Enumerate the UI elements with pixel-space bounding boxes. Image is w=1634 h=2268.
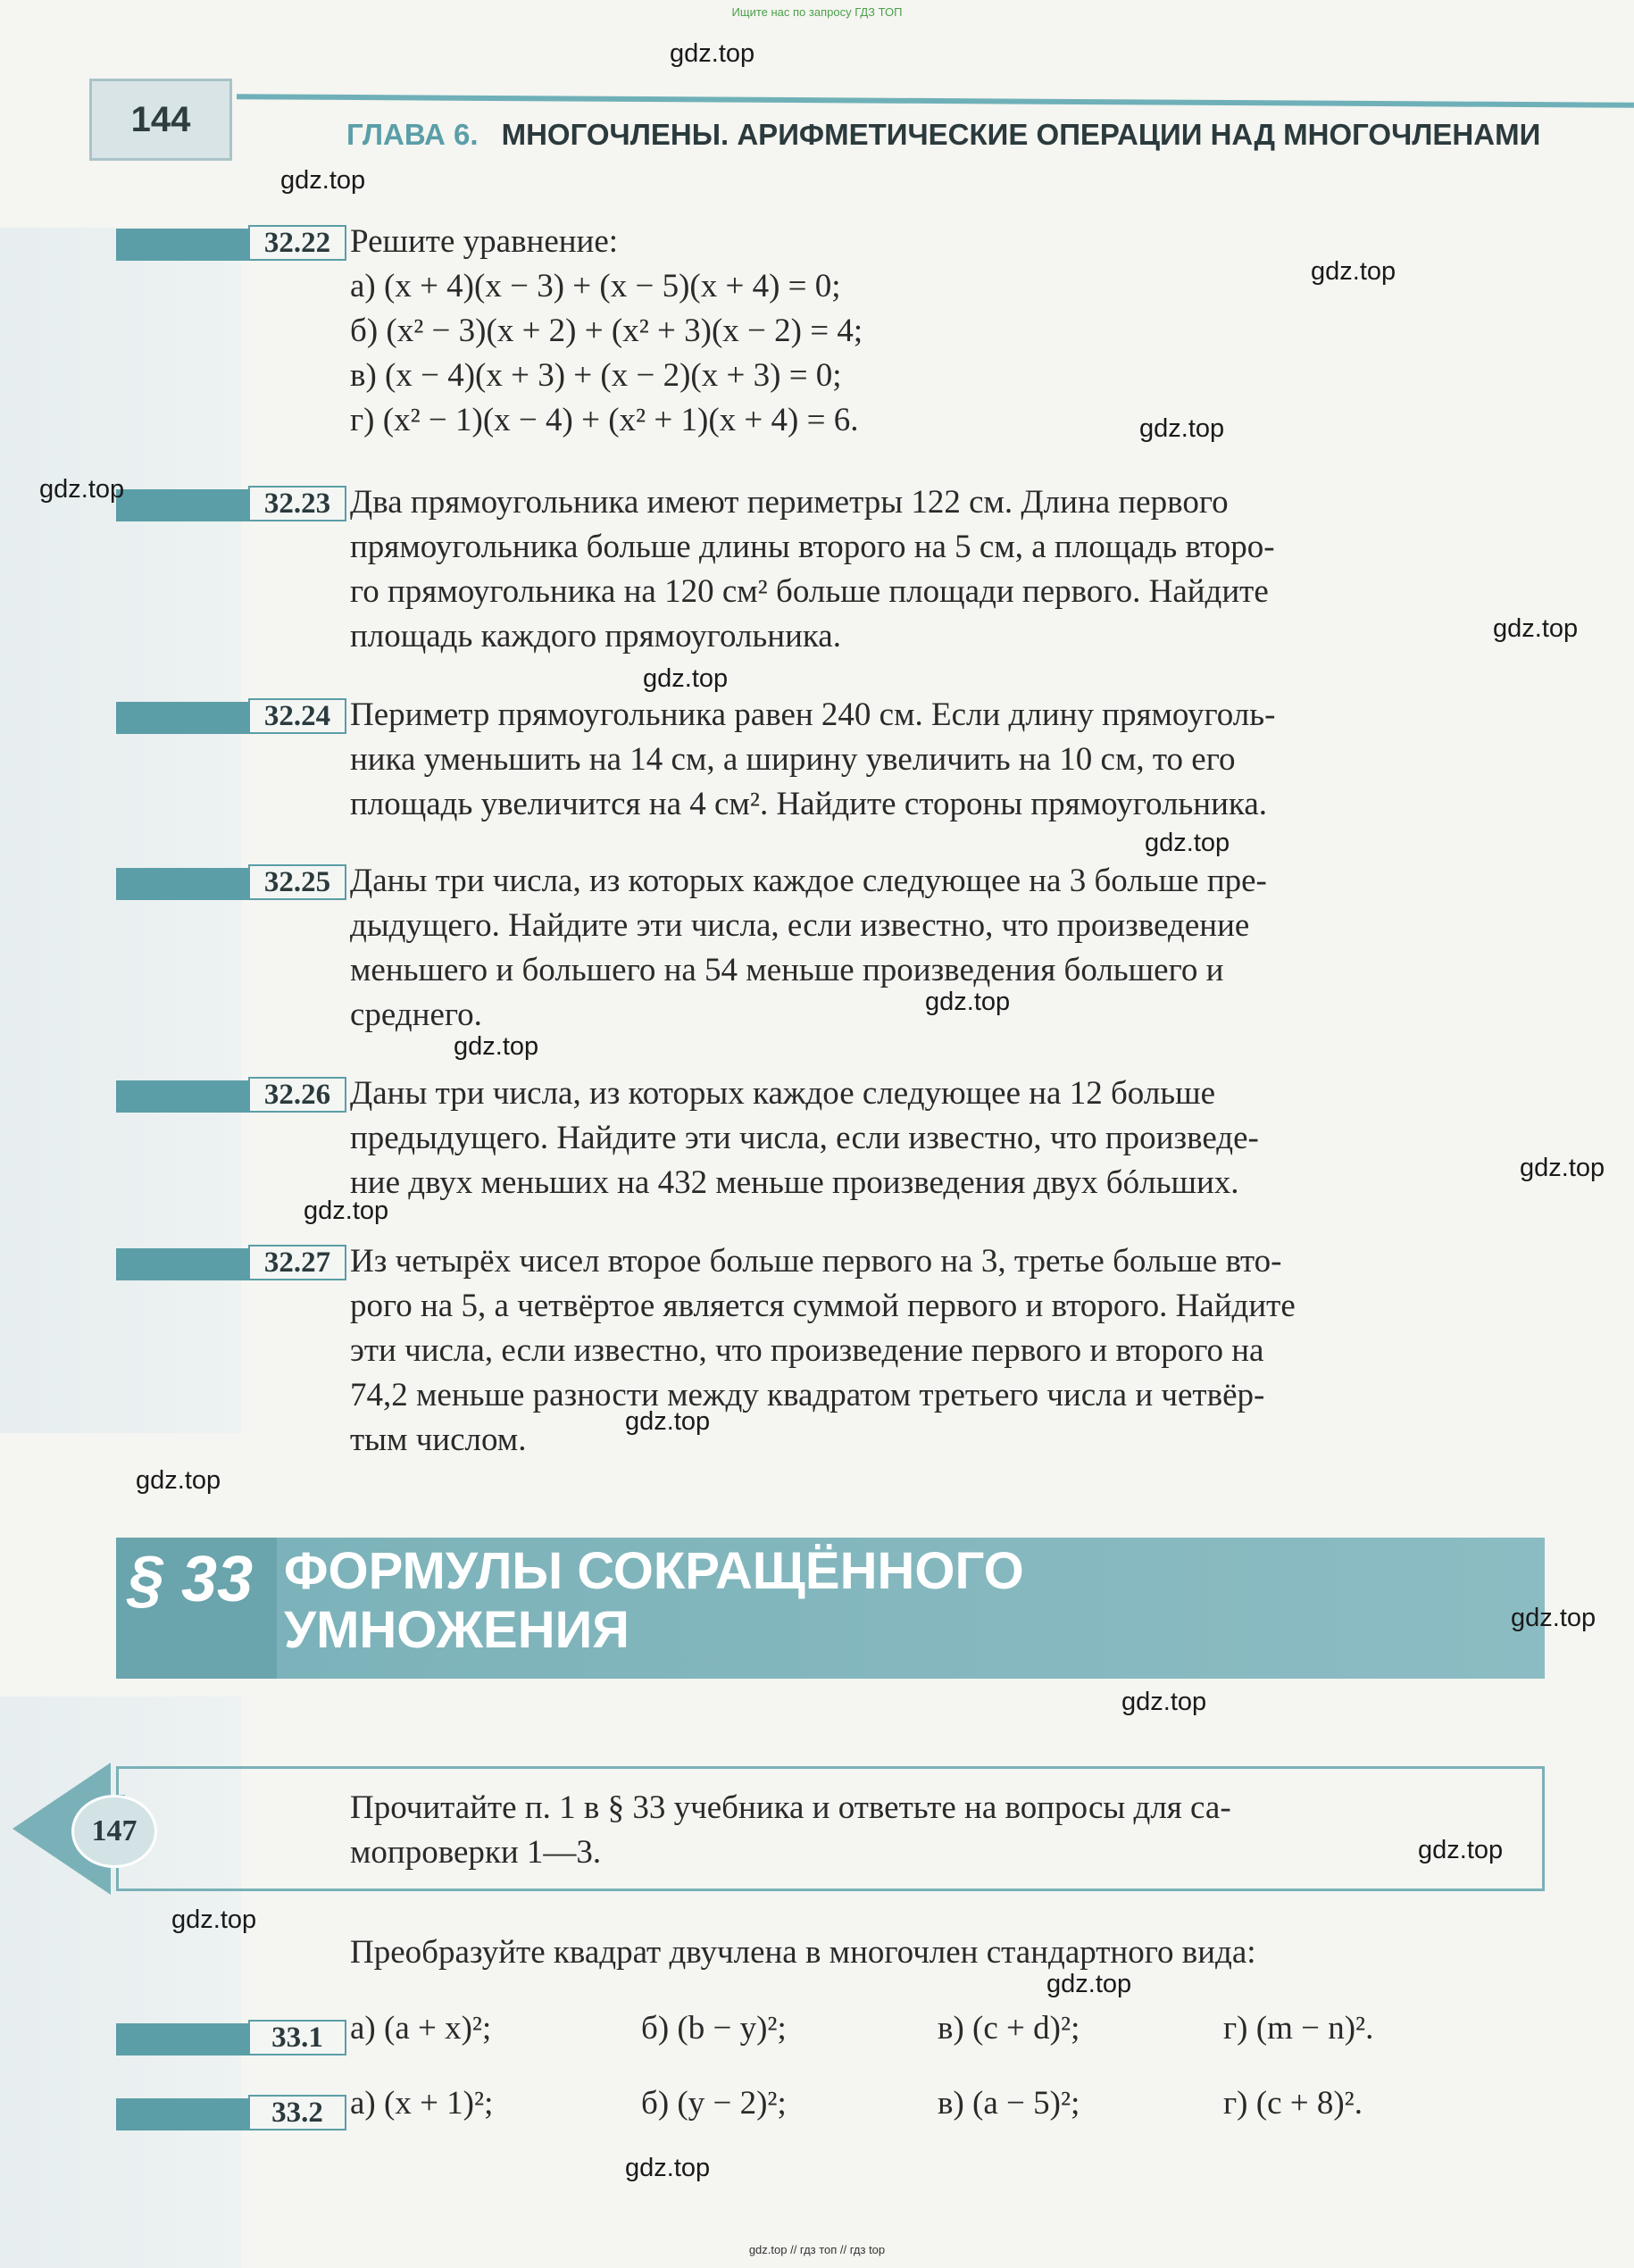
task-bar <box>116 229 248 261</box>
exercise-item: в) (c + d)²; <box>938 2010 1080 2047</box>
watermark: gdz.top <box>643 664 729 693</box>
section-title-line: ФОРМУЛЫ СОКРАЩЁННОГО <box>284 1542 1024 1600</box>
exercise-item: г) (c + 8)². <box>1223 2085 1363 2122</box>
watermark: gdz.top <box>1046 1970 1132 1998</box>
task-line: ние двух меньших на 432 меньше произведения двух бóльших. <box>350 1164 1239 1201</box>
chapter-header <box>346 118 1596 152</box>
task-body <box>350 480 1634 659</box>
watermark: gdz.top <box>1145 829 1230 857</box>
watermark: gdz.top <box>280 166 366 195</box>
header-rule <box>237 94 1634 108</box>
task-line: площадь увеличится на 4 см². Найдите стороны прямоугольника. <box>350 786 1267 822</box>
task-body <box>350 1071 1634 1205</box>
task-number: 32.26 <box>248 1077 346 1113</box>
task-number: 32.25 <box>248 864 346 900</box>
instruction-text: Преобразуйте квадрат двучлена в многочлен стандартного вида: <box>350 1934 1256 1971</box>
section-number: § 33 <box>128 1544 254 1615</box>
page-number: 144 <box>89 79 232 161</box>
task-line: Даны три числа, из которых каждое следующее на 12 больше <box>350 1075 1216 1112</box>
task-line: дыдущего. Найдите эти числа, если известно, что произведение <box>350 907 1250 944</box>
task-line: среднего. <box>350 996 482 1033</box>
task-body <box>350 220 1634 443</box>
watermark: gdz.top <box>1493 614 1579 643</box>
task-line: ника уменьшить на 14 см, а ширину увеличить на 10 см, то его <box>350 741 1236 778</box>
section-title <box>284 1542 1534 1660</box>
watermark: gdz.top <box>1139 414 1225 443</box>
watermark: gdz.top <box>136 1466 221 1495</box>
task-bar <box>116 868 248 900</box>
watermark: gdz.top <box>1511 1604 1596 1632</box>
task-bar <box>116 2098 248 2130</box>
task-number: 33.1 <box>248 2020 346 2055</box>
task-line: площадь каждого прямоугольника. <box>350 618 841 655</box>
watermark: gdz.top <box>1121 1688 1207 1716</box>
task-line: предыдущего. Найдите эти числа, если известно, что произведе- <box>350 1120 1259 1156</box>
task-line: Из четырёх чисел второе больше первого на 3, третье больше вто- <box>350 1243 1282 1280</box>
task-line: эти числа, если известно, что произведение первого и второго на <box>350 1332 1264 1369</box>
watermark: gdz.top <box>625 2154 711 2182</box>
exercise-item: б) (b − y)²; <box>641 2010 787 2047</box>
task-bar <box>116 2023 248 2055</box>
task-line: Решите уравнение: <box>350 223 619 260</box>
reference-text <box>350 1786 1564 1875</box>
watermark: gdz.top <box>1418 1836 1504 1864</box>
task-number: 32.22 <box>248 225 346 261</box>
watermark: gdz.top <box>670 39 755 68</box>
task-body <box>350 1239 1634 1463</box>
task-number: 32.23 <box>248 486 346 521</box>
reference-number: 147 <box>71 1795 157 1868</box>
watermark: gdz.top <box>39 475 125 504</box>
task-number: 32.24 <box>248 698 346 734</box>
task-line: б) (x² − 3)(x + 2) + (x² + 3)(x − 2) = 4; <box>350 313 863 349</box>
exercise-item: г) (m − n)². <box>1223 2010 1374 2047</box>
chapter-label: ГЛАВА 6. <box>346 118 479 151</box>
task-number: 32.27 <box>248 1245 346 1280</box>
task-line: меньшего и большего на 54 меньше произведения большего и <box>350 952 1224 988</box>
task-bar <box>116 1248 248 1280</box>
task-line: тым числом. <box>350 1422 527 1458</box>
task-line: го прямоугольника на 120 см² больше площади первого. Найдите <box>350 573 1269 610</box>
task-line: Даны три числа, из которых каждое следующее на 3 больше пре- <box>350 863 1267 899</box>
task-line: Периметр прямоугольника равен 240 см. Если длину прямоуголь- <box>350 696 1276 733</box>
task-line: а) (x + 4)(x − 3) + (x − 5)(x + 4) = 0; <box>350 268 841 304</box>
task-line: рого на 5, а четвёртое является суммой первого и второго. Найдите <box>350 1288 1296 1324</box>
task-line: в) (x − 4)(x + 3) + (x − 2)(x + 3) = 0; <box>350 357 842 394</box>
task-line: прямоугольника больше длины второго на 5 см, а площадь второ- <box>350 529 1275 565</box>
watermark: gdz.top <box>1311 257 1396 286</box>
reference-line: Прочитайте п. 1 в § 33 учебника и ответьте на вопросы для са- <box>350 1789 1231 1826</box>
watermark: gdz.top <box>1520 1154 1605 1182</box>
watermark: gdz.top <box>925 988 1011 1016</box>
task-bar <box>116 702 248 734</box>
top-note: Ищите нас по запросу ГДЗ ТОП <box>731 5 903 19</box>
exercise-item: в) (a − 5)²; <box>938 2085 1080 2122</box>
watermark: gdz.top <box>625 1407 711 1436</box>
watermark: gdz.top <box>454 1032 539 1061</box>
reference-line: мопроверки 1—3. <box>350 1834 602 1871</box>
watermark: gdz.top <box>304 1197 389 1225</box>
task-bar <box>116 489 248 521</box>
exercise-item: а) (a + x)²; <box>350 2010 492 2047</box>
task-line: г) (x² − 1)(x − 4) + (x² + 1)(x + 4) = 6. <box>350 402 859 438</box>
exercise-item: а) (x + 1)²; <box>350 2085 494 2122</box>
section-title-line: УМНОЖЕНИЯ <box>284 1601 629 1659</box>
bottom-note: gdz.top // гдз топ // гдз top <box>748 2243 886 2256</box>
watermark: gdz.top <box>171 1905 257 1934</box>
task-line: Два прямоугольника имеют периметры 122 см. Длина первого <box>350 484 1229 521</box>
chapter-title: МНОГОЧЛЕНЫ. АРИФМЕТИЧЕСКИЕ ОПЕРАЦИИ НАД МНОГОЧЛЕНАМИ <box>501 118 1541 151</box>
task-bar <box>116 1080 248 1113</box>
task-number: 33.2 <box>248 2095 346 2130</box>
exercise-item: б) (y − 2)²; <box>641 2085 787 2122</box>
task-line: 74,2 меньше разности между квадратом третьего числа и четвёр- <box>350 1377 1265 1413</box>
task-body <box>350 693 1634 827</box>
